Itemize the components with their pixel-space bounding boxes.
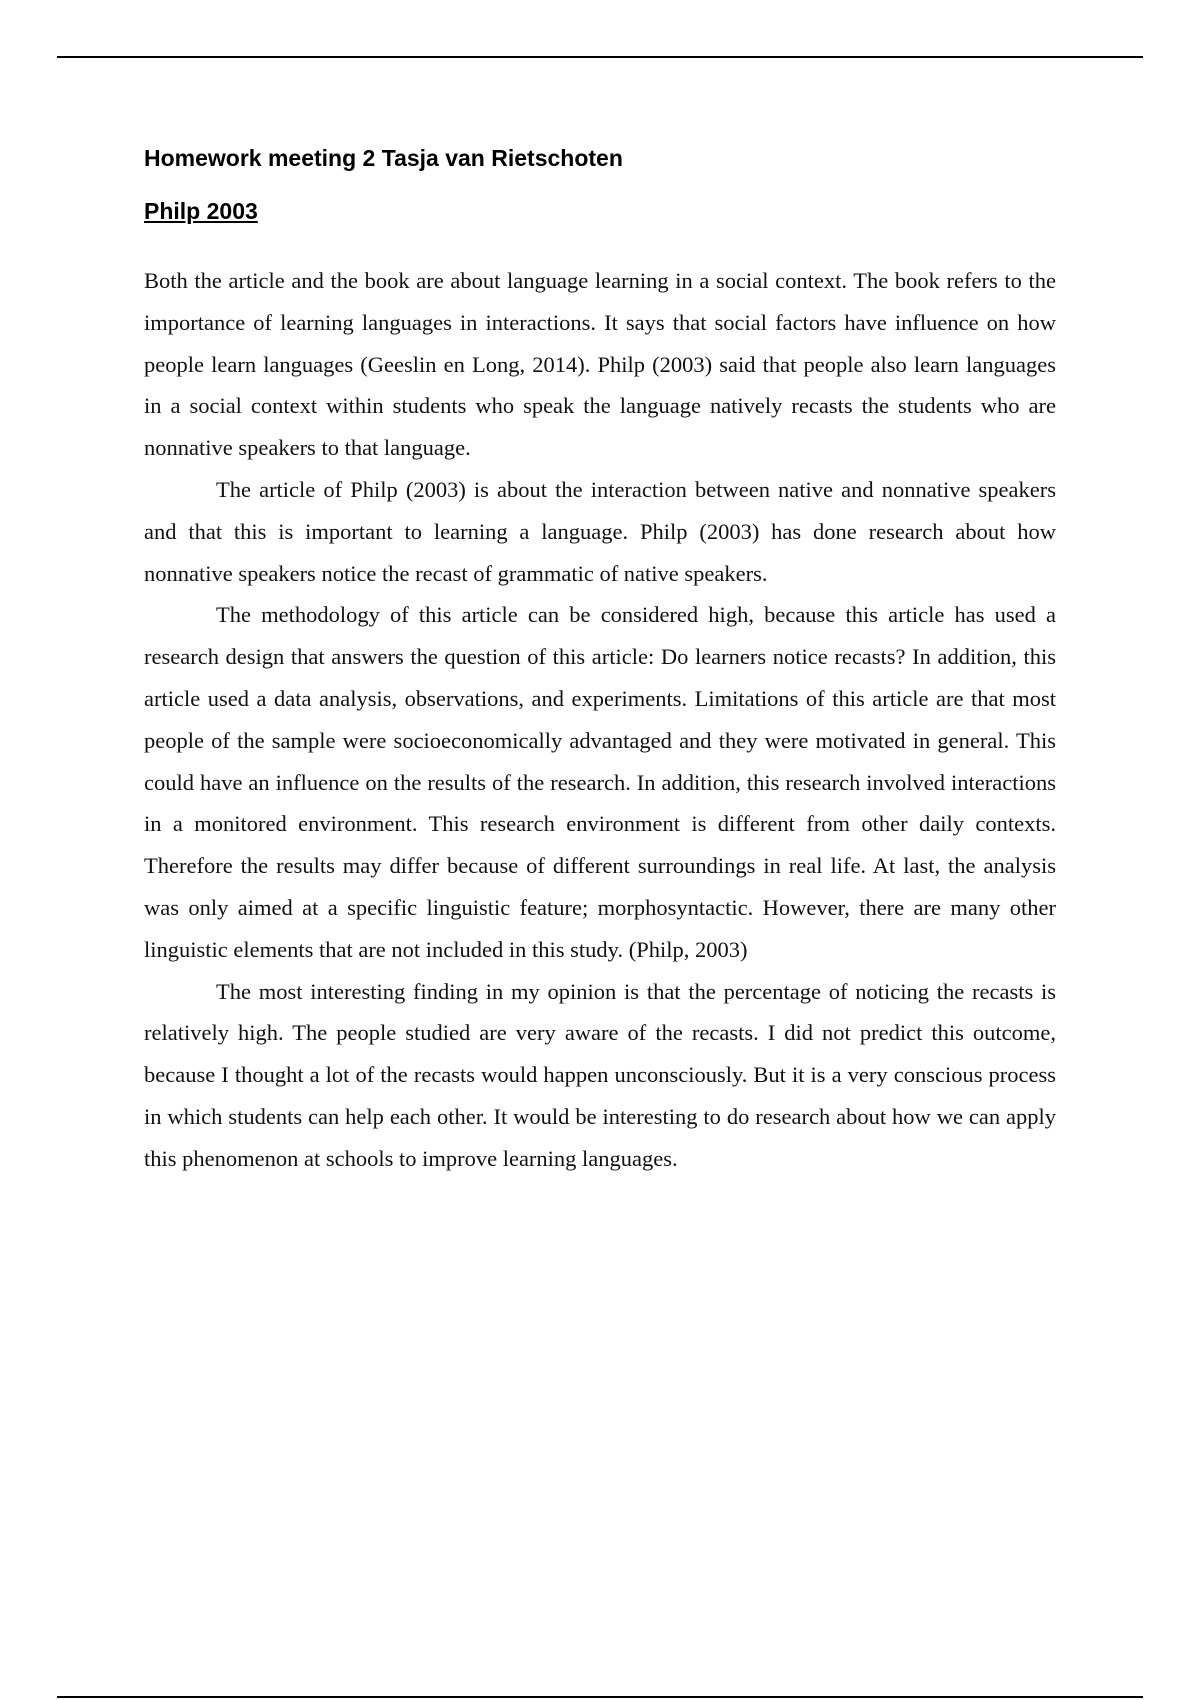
footer-rule (57, 1696, 1143, 1698)
paragraph-findings: The most interesting finding in my opinion is that the percentage of noticing the recasts is relatively high. The people studied are very aware of the recasts. I did not predict this outcome, because I thought a lot of the recasts would happen unconsciously. But it is a very conscious process in which students can help each other. It would be interesting to do research about how we can apply this phenomenon at schools to improve learning languages. (144, 978, 1056, 1171)
paragraph-methodology: The methodology of this article can be considered high, because this article has used a research design that answers the question of this article: Do learners notice recasts? In addition, this article used a data analysis, observations, and experiments. Limitations of this article are that most people of the sample were socioeconomically advantaged and they were motivated in general. This could have an influence on the results of the research. In addition, this research involved interactions in a monitored environment. This research environment is different from other daily contexts. Therefore the results may differ because of different surroundings in real life. At last, the analysis was only aimed at a specific linguistic feature; morphosyntactic. However, there are many other linguistic elements that are not included in this study. (Philp, 2003) (144, 602, 1056, 962)
header-rule (57, 56, 1143, 58)
document-title: Homework meeting 2 Tasja van Rietschoten (144, 145, 623, 171)
section-heading: Philp 2003 (144, 198, 258, 224)
paragraph-introduction: Both the article and the book are about language learning in a social context. The book refers to the importance of learning languages in interactions. It says that social factors have influence on how people learn languages (Geeslin en Long, 2014). Philp (2003) said that people also learn languages in a social context within students who speak the language natively recasts the students who are nonnative speakers to that language. (144, 268, 1056, 461)
paragraph-list (144, 260, 1056, 1180)
document-body (144, 140, 1056, 1180)
paragraph-article-summary: The article of Philp (2003) is about the interaction between native and nonnative speakers and that this is important to learning a language. Philp (2003) has done research about how nonnative speakers notice the recast of grammatic of native speakers. (144, 476, 1056, 586)
